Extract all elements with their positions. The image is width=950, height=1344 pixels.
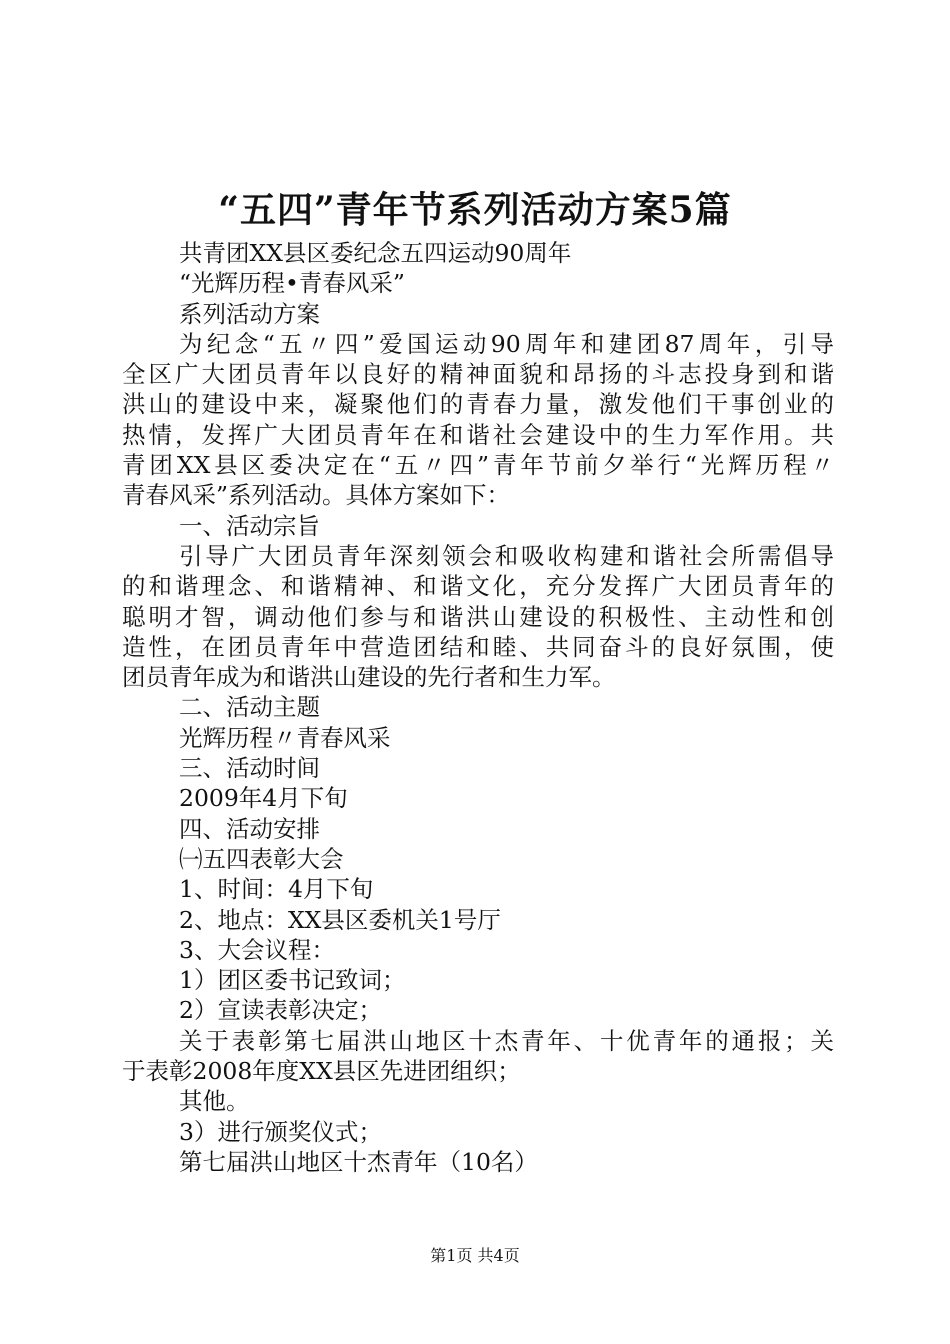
body-line: 热情，发挥广大团员青年在和谐社会建设中的生力军作用。共 <box>122 420 834 449</box>
body-line: 于表彰2008年度XX县区先进团组织； <box>122 1057 521 1086</box>
body-line: 2、地点：XX县区委机关1号厅 <box>179 905 501 934</box>
body-line: 第七届洪山地区十杰青年（10名） <box>179 1147 538 1176</box>
body-line: 1、时间：4月下旬 <box>179 875 374 904</box>
body-line: 洪山的建设中来，凝聚他们的青春力量，激发他们干事创业的 <box>122 390 834 419</box>
body-line: 二、活动主题 <box>179 693 320 722</box>
body-line: 三、活动时间 <box>179 754 320 783</box>
document-body <box>122 238 834 1177</box>
body-line: 1）团区委书记致词； <box>179 966 406 995</box>
body-line: 青团XX县区委决定在“五〃四”青年节前夕举行“光辉历程〃 <box>122 451 834 480</box>
body-line: 聪明才智，调动他们参与和谐洪山建设的积极性、主动性和创 <box>122 602 834 631</box>
body-line: ㈠五四表彰大会 <box>179 844 344 873</box>
body-line: 3）进行颁奖仪式； <box>179 1117 382 1146</box>
body-line: 造性，在团员青年中营造团结和睦、共同奋斗的良好氛围，使 <box>122 632 834 661</box>
body-line: 全区广大团员青年以良好的精神面貌和昂扬的斗志投身到和谐 <box>122 360 834 389</box>
page-footer: 第1页 共4页 <box>430 1246 520 1265</box>
body-line: 的和谐理念、和谐精神、和谐文化，充分发挥广大团员青年的 <box>122 572 834 601</box>
document-title: “五四”青年节系列活动方案5篇 <box>218 189 732 231</box>
body-line: 系列活动方案 <box>179 299 320 328</box>
body-line: 团员青年成为和谐洪山建设的先行者和生力军。 <box>122 663 616 692</box>
body-line: 3、大会议程： <box>179 935 335 964</box>
body-line: 共青团XX县区委纪念五四运动90周年 <box>179 239 572 267</box>
body-line: 四、活动安排 <box>179 814 320 843</box>
body-line: 2）宣读表彰决定； <box>179 996 382 1025</box>
body-line: 2009年4月下旬 <box>179 784 348 813</box>
body-line: 为纪念“五〃四”爱国运动90周年和建团87周年，引导 <box>179 329 834 358</box>
body-line: 一、活动宗旨 <box>179 511 320 540</box>
body-line: 光辉历程〃青春风采 <box>179 723 391 752</box>
body-line: 关于表彰第七届洪山地区十杰青年、十优青年的通报；关 <box>179 1026 834 1055</box>
body-line: “光辉历程•青春风采” <box>179 269 405 298</box>
body-line: 其他。 <box>179 1087 250 1116</box>
body-line: 引导广大团员青年深刻领会和吸收构建和谐社会所需倡导 <box>179 541 834 570</box>
body-line: 青春风采”系列活动。具体方案如下： <box>122 481 511 510</box>
